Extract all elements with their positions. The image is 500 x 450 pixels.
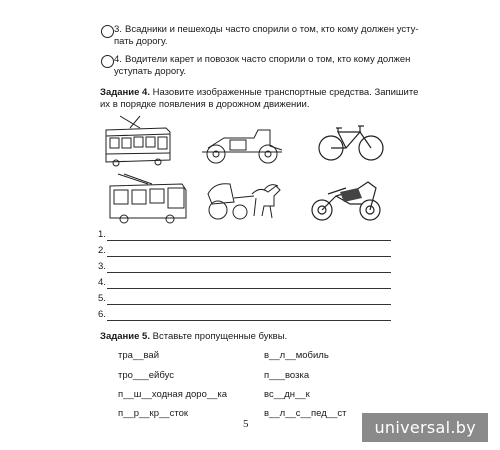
horse-carriage-image — [204, 176, 290, 222]
option-4-number: 4. — [114, 54, 122, 65]
option-3-line1: Всадники и пешеходы часто спорили о том, кто кому должен усту- — [125, 24, 419, 35]
option-3-number: 3. — [114, 24, 122, 35]
answer-line-6[interactable] — [107, 320, 391, 321]
answer-circle-3[interactable] — [101, 25, 114, 38]
tram-image — [100, 114, 176, 170]
word-right-3[interactable]: вс__дн__к — [264, 389, 310, 400]
answer-line-2[interactable] — [107, 256, 391, 257]
answer-line-number-1: 1. — [98, 229, 106, 240]
answer-circle-4[interactable] — [101, 55, 114, 68]
word-right-4[interactable]: в__л__с__пед__ст — [264, 408, 347, 419]
word-left-3[interactable]: п__ш__ходная доро__ка — [118, 389, 228, 400]
word-left-1[interactable]: тра__вай — [118, 350, 160, 361]
answer-line-number-4: 4. — [98, 277, 106, 288]
answer-line-number-5: 5. — [98, 293, 106, 304]
word-left-4[interactable]: п__р__кр__сток — [118, 408, 189, 419]
page-number: 5 — [243, 418, 249, 430]
answer-line-3[interactable] — [107, 272, 391, 273]
watermark: universal.by — [362, 413, 488, 442]
option-4-line2: уступать дорогу. — [114, 66, 187, 77]
task5-label: Задание 5. — [100, 331, 150, 342]
option-3-line2: пать дорогу. — [114, 36, 168, 47]
answer-line-1[interactable] — [107, 240, 391, 241]
answer-line-number-3: 3. — [98, 261, 106, 272]
word-right-1[interactable]: в__л__мобиль — [264, 350, 329, 361]
task4-text2: их в порядке появления в дорожном движении. — [100, 99, 310, 110]
task5-text: Вставьте пропущенные буквы. — [152, 331, 288, 342]
motorcycle-image — [306, 174, 386, 224]
task4-label: Задание 4. — [100, 87, 150, 98]
answer-line-5[interactable] — [107, 304, 391, 305]
answer-line-number-6: 6. — [98, 309, 106, 320]
task4-text1: Назовите изображенные транспортные средства. Запишите — [152, 87, 419, 98]
vintage-car-image — [196, 122, 288, 168]
word-right-2[interactable]: п___возка — [264, 370, 310, 381]
trolleybus-image — [104, 172, 188, 226]
bicycle-image — [316, 120, 386, 164]
answer-line-number-2: 2. — [98, 245, 106, 256]
word-left-2[interactable]: тро___ейбус — [118, 370, 174, 381]
task5-heading — [100, 331, 287, 343]
option-4-line1: Водители карет и повозок часто спорили о том, кто кому должен — [125, 54, 411, 65]
task4-heading — [100, 87, 418, 99]
answer-line-4[interactable] — [107, 288, 391, 289]
